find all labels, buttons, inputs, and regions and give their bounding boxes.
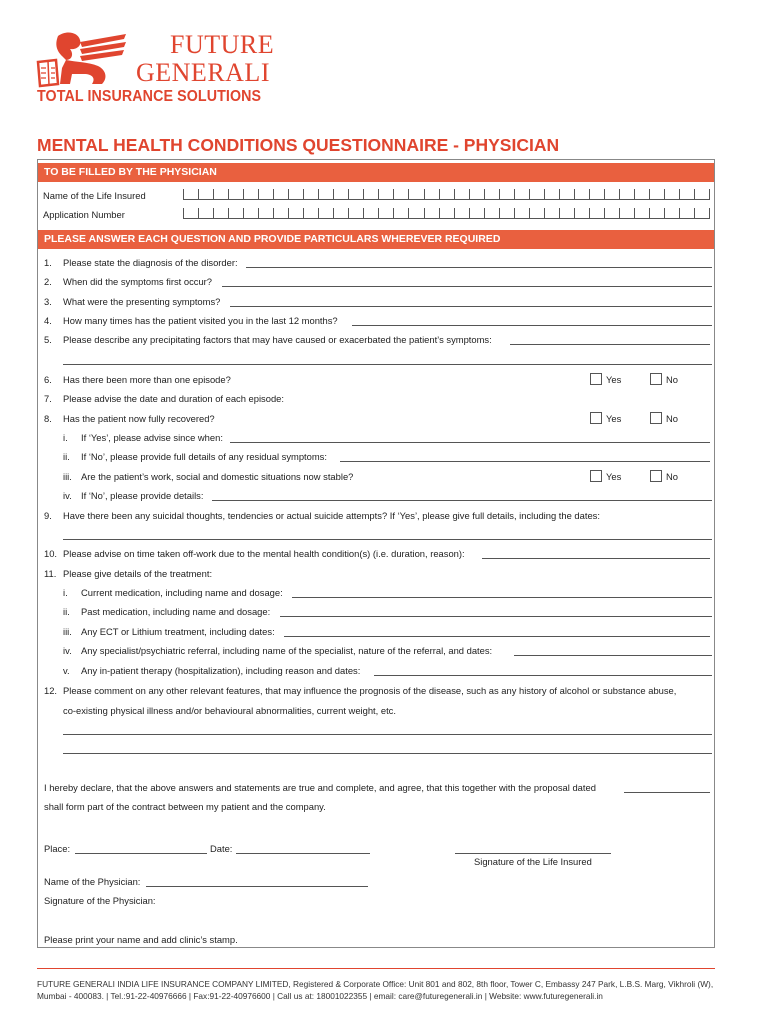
char-box[interactable] <box>679 189 694 200</box>
q10-label: Please advise on time taken off-work due to the mental health condition(s) (i.e. duration, reason): <box>63 548 465 559</box>
char-box[interactable] <box>273 189 288 200</box>
char-box[interactable] <box>243 189 258 200</box>
char-box[interactable] <box>544 189 559 200</box>
q11-label: Please give details of the treatment: <box>63 568 213 579</box>
char-box[interactable] <box>213 208 228 219</box>
q12-number: 12. <box>44 685 58 696</box>
char-box[interactable] <box>559 208 574 219</box>
char-box[interactable] <box>303 208 318 219</box>
date-label: Date: <box>210 843 233 854</box>
declaration-line-1: I hereby declare, that the above answers and statements are true and complete, and agree, that this together with the proposal dated <box>44 782 596 793</box>
char-box[interactable] <box>424 208 439 219</box>
q6-number: 6. <box>44 374 52 385</box>
char-box[interactable] <box>439 189 454 200</box>
char-box[interactable] <box>529 189 544 200</box>
q4-label: How many times has the patient visited you in the last 12 months? <box>63 315 338 326</box>
q11ii-answer-line[interactable] <box>280 616 712 617</box>
life-insured-name-label: Name of the Life Insured <box>43 190 146 201</box>
q3-answer-line[interactable] <box>230 306 712 307</box>
q8iii-yes-checkbox[interactable] <box>590 470 602 482</box>
application-number-label: Application Number <box>43 209 125 220</box>
char-box[interactable] <box>499 208 514 219</box>
physician-signature-label: Signature of the Physician: <box>44 895 156 906</box>
char-box[interactable] <box>198 189 213 200</box>
q7-label: Please advise the date and duration of each episode: <box>63 393 284 404</box>
char-box[interactable] <box>333 189 348 200</box>
char-box[interactable] <box>664 208 679 219</box>
char-box[interactable] <box>664 189 679 200</box>
q8i-label: If ‘Yes’, please advise since when: <box>81 432 223 443</box>
place-label: Place: <box>44 843 71 854</box>
char-box[interactable] <box>333 208 348 219</box>
char-box[interactable] <box>514 189 529 200</box>
q8iii-label: Are the patient’s work, social and domestic situations now stable? <box>81 471 354 482</box>
application-number-field[interactable] <box>183 208 710 219</box>
char-box[interactable] <box>454 189 469 200</box>
q11iv-number: iv. <box>63 645 72 656</box>
q3-number: 3. <box>44 296 52 307</box>
q8iv-answer-line[interactable] <box>212 500 712 501</box>
q1-number: 1. <box>44 257 52 268</box>
char-box[interactable] <box>574 208 589 219</box>
char-box[interactable] <box>273 208 288 219</box>
q8ii-answer-line[interactable] <box>340 461 710 462</box>
q1-answer-line[interactable] <box>246 267 712 268</box>
char-box[interactable] <box>559 189 574 200</box>
footer-line-2: Mumbai - 400083. | Tel.:91-22-40976666 | Fax:91-22-40976600 | Call us at: 18001022355 | email: care@futuregenerali.in | Website: www.futuregenerali.in <box>37 991 603 1001</box>
char-box[interactable] <box>649 208 664 219</box>
char-box[interactable] <box>198 208 213 219</box>
q8-no-label: No <box>666 413 678 424</box>
stamp-note: Please print your name and add clinic’s stamp. <box>44 934 238 945</box>
q9-number: 9. <box>44 510 52 521</box>
char-box[interactable] <box>694 208 710 219</box>
char-box[interactable] <box>484 208 499 219</box>
q8iii-no-label: No <box>666 471 678 482</box>
char-box[interactable] <box>288 208 303 219</box>
char-box[interactable] <box>258 189 273 200</box>
char-box[interactable] <box>213 189 228 200</box>
q2-label: When did the symptoms first occur? <box>63 276 213 287</box>
declaration-line-2: shall form part of the contract between my patient and the company. <box>44 801 326 812</box>
char-box[interactable] <box>363 189 378 200</box>
q10-answer-line[interactable] <box>482 558 710 559</box>
q11-number: 11. <box>44 568 57 579</box>
char-box[interactable] <box>649 189 664 200</box>
q8-yes-label: Yes <box>606 413 622 424</box>
char-box[interactable] <box>318 189 333 200</box>
char-box[interactable] <box>619 189 634 200</box>
char-box[interactable] <box>679 208 694 219</box>
q11i-answer-line[interactable] <box>292 597 712 598</box>
q8iii-no-checkbox[interactable] <box>650 470 662 482</box>
physician-name-field[interactable] <box>146 886 368 887</box>
char-box[interactable] <box>544 208 559 219</box>
q5-label: Please describe any precipitating factors that may have caused or exacerbated the patient’s symptoms: <box>63 334 492 345</box>
char-box[interactable] <box>393 189 408 200</box>
char-box[interactable] <box>469 189 484 200</box>
char-box[interactable] <box>604 189 619 200</box>
footer-divider <box>37 968 715 969</box>
q8iii-yes-label: Yes <box>606 471 622 482</box>
q8-no-checkbox[interactable] <box>650 412 662 424</box>
q11iii-answer-line[interactable] <box>284 636 710 637</box>
q11i-number: i. <box>63 587 68 598</box>
brand-tagline: TOTAL INSURANCE SOLUTIONS <box>37 88 262 105</box>
q10-number: 10. <box>44 548 58 559</box>
lion-emblem-icon <box>36 30 131 88</box>
q5-answer-line-2[interactable] <box>63 364 712 365</box>
q8-number: 8. <box>44 413 52 424</box>
life-insured-signature-label: Signature of the Life Insured <box>474 856 592 867</box>
q4-number: 4. <box>44 315 52 326</box>
q11ii-label: Past medication, including name and dosage: <box>81 606 271 617</box>
q8ii-number: ii. <box>63 451 70 462</box>
char-box[interactable] <box>363 208 378 219</box>
q12-label-cont: co-existing physical illness and/or behavioural abnormalities, current weight, etc. <box>63 705 396 716</box>
q11iii-label: Any ECT or Lithium treatment, including dates: <box>81 626 275 637</box>
brand-name-line1: FUTURE <box>170 30 275 59</box>
q1-label: Please state the diagnosis of the disorder: <box>63 257 238 268</box>
char-box[interactable] <box>378 208 393 219</box>
q11iv-label: Any specialist/psychiatric referral, including name of the specialist, nature of the referral, and dates: <box>81 645 493 656</box>
q11iii-number: iii. <box>63 626 72 637</box>
char-box[interactable] <box>469 208 484 219</box>
q8iv-label: If ‘No’, please provide details: <box>81 490 204 501</box>
q5-number: 5. <box>44 334 52 345</box>
q9-answer-line[interactable] <box>63 539 712 540</box>
q6-yes-label: Yes <box>606 374 622 385</box>
q6-no-checkbox[interactable] <box>650 373 662 385</box>
q8-yes-checkbox[interactable] <box>590 412 602 424</box>
char-box[interactable] <box>604 208 619 219</box>
q2-answer-line[interactable] <box>222 286 712 287</box>
char-box[interactable] <box>348 189 363 200</box>
footer-line-1: FUTURE GENERALI INDIA LIFE INSURANCE COMPANY LIMITED, Registered & Corporate Office: Unit 801 and 802, 8th floor, Tower C, Embassy 247 Park, L.B.S. Marg, Vikhroli (W), <box>37 979 714 989</box>
q8iv-number: iv. <box>63 490 72 501</box>
char-box[interactable] <box>634 189 649 200</box>
char-box[interactable] <box>228 208 243 219</box>
char-box[interactable] <box>424 189 439 200</box>
char-box[interactable] <box>619 208 634 219</box>
char-box[interactable] <box>393 208 408 219</box>
q12-label: Please comment on any other relevant features, that may influence the prognosis of the disease, such as any history of alcohol or substance abuse, <box>63 685 677 696</box>
section-header-questions: PLEASE ANSWER EACH QUESTION AND PROVIDE PARTICULARS WHEREVER REQUIRED <box>38 230 714 249</box>
char-box[interactable] <box>408 208 423 219</box>
q6-yes-checkbox[interactable] <box>590 373 602 385</box>
proposal-date-line[interactable] <box>624 792 710 793</box>
q12-answer-line-1[interactable] <box>63 734 712 735</box>
q8i-answer-line[interactable] <box>230 442 710 443</box>
q9-label: Have there been any suicidal thoughts, tendencies or actual suicide attempts? If ‘Yes’, please give full details, including the dates: <box>63 510 600 521</box>
char-box[interactable] <box>484 189 499 200</box>
q11v-answer-line[interactable] <box>374 675 712 676</box>
q8i-number: i. <box>63 432 68 443</box>
char-box[interactable] <box>589 189 604 200</box>
q4-answer-line[interactable] <box>352 325 712 326</box>
char-box[interactable] <box>228 189 243 200</box>
char-box[interactable] <box>183 208 198 219</box>
q6-no-label: No <box>666 374 678 385</box>
q2-number: 2. <box>44 276 52 287</box>
char-box[interactable] <box>694 189 710 200</box>
q8iii-number: iii. <box>63 471 72 482</box>
form-title: MENTAL HEALTH CONDITIONS QUESTIONNAIRE - PHYSICIAN <box>37 135 560 155</box>
char-box[interactable] <box>499 189 514 200</box>
q6-label: Has there been more than one episode? <box>63 374 231 385</box>
char-box[interactable] <box>454 208 469 219</box>
char-box[interactable] <box>378 189 393 200</box>
brand-name-line2: GENERALI <box>136 58 270 87</box>
char-box[interactable] <box>303 189 318 200</box>
char-box[interactable] <box>243 208 258 219</box>
place-field[interactable] <box>75 853 207 854</box>
section-header-physician: TO BE FILLED BY THE PHYSICIAN <box>38 163 714 182</box>
q11v-number: v. <box>63 665 70 676</box>
q5-answer-line[interactable] <box>510 344 710 345</box>
char-box[interactable] <box>318 208 333 219</box>
q11iv-answer-line[interactable] <box>514 655 712 656</box>
q8ii-label: If ‘No’, please provide full details of any residual symptoms: <box>81 451 327 462</box>
q8-label: Has the patient now fully recovered? <box>63 413 215 424</box>
date-field[interactable] <box>236 853 370 854</box>
char-box[interactable] <box>288 189 303 200</box>
char-box[interactable] <box>529 208 544 219</box>
q11i-label: Current medication, including name and dosage: <box>81 587 283 598</box>
q12-answer-line-2[interactable] <box>63 753 712 754</box>
char-box[interactable] <box>574 189 589 200</box>
life-insured-signature-line[interactable] <box>455 853 611 854</box>
char-box[interactable] <box>258 208 273 219</box>
char-box[interactable] <box>348 208 363 219</box>
q7-number: 7. <box>44 393 52 404</box>
char-box[interactable] <box>589 208 604 219</box>
char-box[interactable] <box>634 208 649 219</box>
life-insured-name-field[interactable] <box>183 189 710 200</box>
q11ii-number: ii. <box>63 606 70 617</box>
char-box[interactable] <box>183 189 198 200</box>
char-box[interactable] <box>514 208 529 219</box>
q11v-label: Any in-patient therapy (hospitalization), including reason and dates: <box>81 665 361 676</box>
physician-name-label: Name of the Physician: <box>44 876 141 887</box>
char-box[interactable] <box>408 189 423 200</box>
q3-label: What were the presenting symptoms? <box>63 296 221 307</box>
char-box[interactable] <box>439 208 454 219</box>
